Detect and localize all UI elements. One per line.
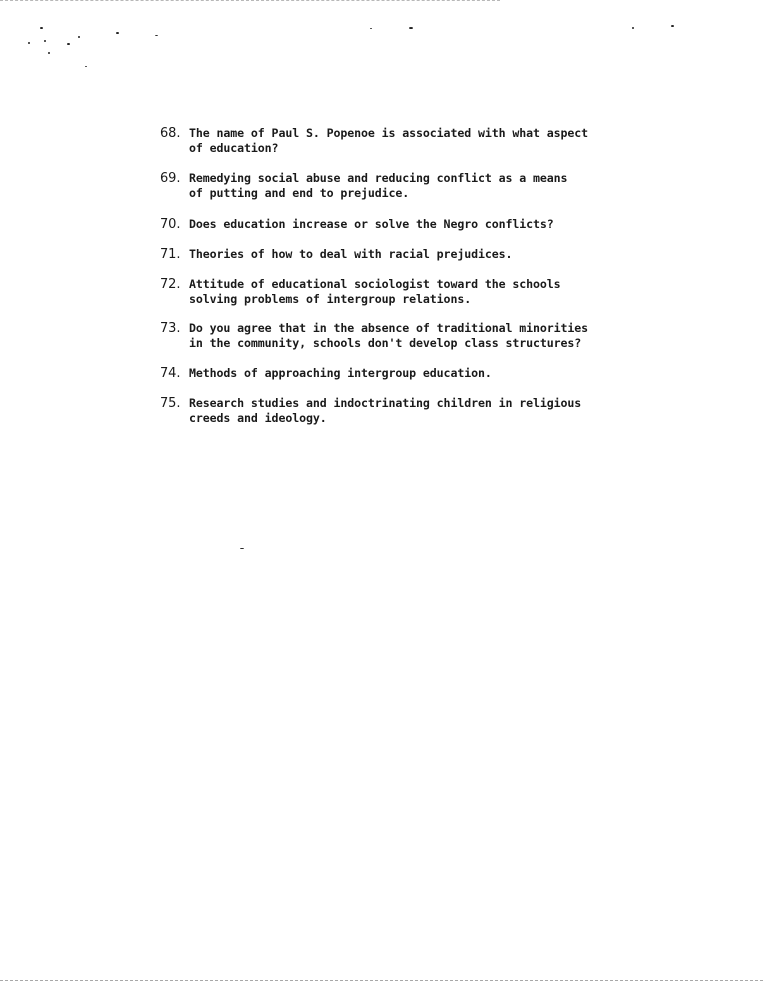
question-item	[160, 321, 640, 366]
scan-edge-bottom	[0, 980, 763, 981]
scan-speck	[28, 42, 30, 44]
scan-speck	[240, 548, 244, 549]
question-number: 70.	[160, 217, 181, 232]
question-number: 71.	[160, 247, 181, 262]
question-item	[160, 217, 640, 247]
scan-speck	[67, 43, 70, 45]
question-item	[160, 277, 640, 321]
scan-speck	[370, 28, 372, 29]
scan-edge-top	[0, 0, 500, 1]
question-item	[160, 396, 640, 428]
scan-speck	[116, 32, 119, 34]
question-text: Research studies and indoctrinating children in religious creeds and ideology.	[189, 396, 582, 425]
scan-speck	[48, 52, 50, 54]
question-number: 75.	[160, 396, 181, 411]
scan-speck	[671, 25, 674, 27]
question-list	[160, 126, 640, 428]
question-number: 73.	[160, 321, 181, 336]
question-number: 72.	[160, 277, 181, 292]
question-item	[160, 247, 640, 277]
question-text: Theories of how to deal with racial prejudices.	[189, 247, 513, 261]
question-number: 74.	[160, 366, 181, 381]
question-text: Methods of approaching intergroup education.	[189, 366, 492, 380]
scan-speck	[155, 35, 158, 36]
question-item	[160, 126, 640, 171]
scan-speck	[409, 27, 413, 29]
scan-speck	[44, 40, 46, 42]
scan-speck	[40, 27, 43, 29]
scan-speck	[85, 66, 87, 67]
question-text: The name of Paul S. Popenoe is associated with what aspect of education?	[189, 126, 589, 155]
question-item	[160, 366, 640, 396]
question-text: Remedying social abuse and reducing conflict as a means of putting and end to prejudice.	[189, 171, 568, 200]
scan-speck	[632, 27, 634, 29]
question-number: 68.	[160, 126, 181, 141]
question-text: Do you agree that in the absence of traditional minorities in the community, schools don't develop class structures?	[189, 321, 589, 350]
question-item	[160, 171, 640, 217]
question-number: 69.	[160, 171, 181, 186]
scan-speck	[78, 36, 80, 38]
question-text: Does education increase or solve the Negro conflicts?	[189, 217, 554, 231]
question-text: Attitude of educational sociologist toward the schools solving problems of intergroup relations.	[189, 277, 561, 306]
